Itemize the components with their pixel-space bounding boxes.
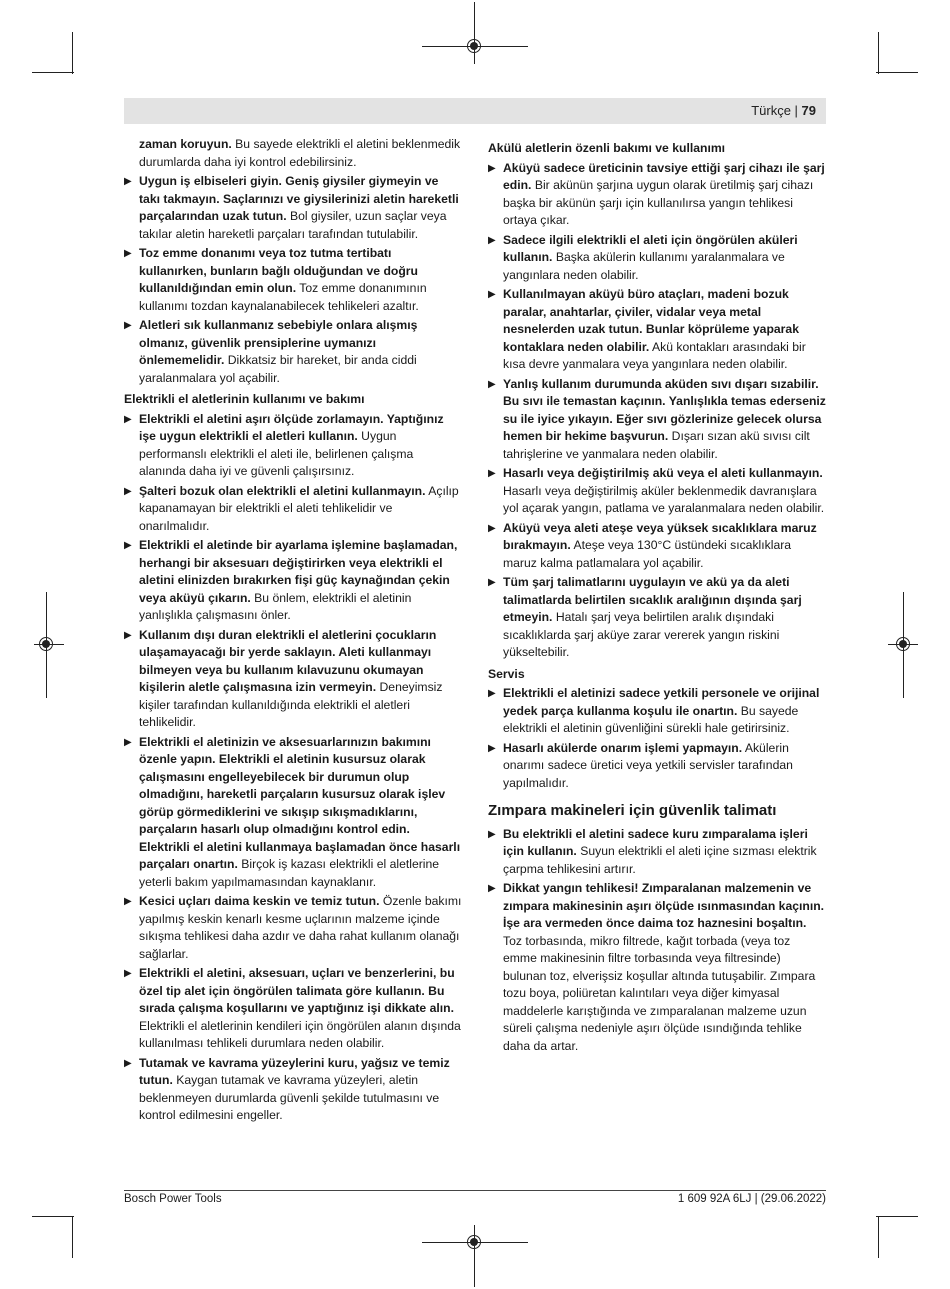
safety-instruction [124,893,462,963]
section-heading: Servis [488,666,525,681]
safety-instruction [124,411,462,481]
instruction-emphasis: Tutamak ve kavrama yüzeylerini kuru, yağsız ve temiz tutun. [139,1055,450,1087]
crop-mark [72,1216,73,1258]
instruction-emphasis: Elektrikli el aletinizi sadece yetkili personele ve orijinal yedek parça kullanma koşulu ile onartın. [503,686,820,718]
footer-brand: Bosch Power Tools [124,1193,222,1205]
crop-mark [72,32,73,74]
registration-line [474,2,475,64]
instruction-detail: Hatalı şarj veya belirtilen aralık dışındaki sıcaklıklarda şarj aküye zarar vererek yangın riskini yükseltebilir. [503,610,780,659]
instruction-emphasis: Elektrikli el aletinizin ve aksesuarlarınızın bakımını özenle yapın. Elektrikli el aletinin kusursuz olarak çalışmasını engelleyebilecek bir durumun olup olmadığını, hareketli parçaların kusursuz olarak işlev görüp görmediklerini ve sıkışıp sıkışmadıklarını, parçaların hasarlı olup olmadığını kontrol edin. Elektrikli el aletini kullanmaya başlamadan önce hasarlı parçaları onartın. [139,734,461,871]
safety-instruction [488,826,826,879]
instruction-detail: Uygun performanslı elektrikli el aleti ile, belirlenen çalışma alanında daha iyi ve güvenli çalışırsınız. [139,429,414,478]
page-header [124,98,826,124]
safety-instruction [124,173,462,243]
instruction-emphasis: Uygun iş elbiseleri giyin. Geniş giysiler giymeyin ve takı takmayın. Saçlarınızı ve giysilerinizi aletin hareketli parçalarından uzak tutun. [139,174,459,223]
instruction-detail: Hasarlı veya değiştirilmiş aküler beklenmedik davranışlara yol açarak yangın, patlama ve yaralanmalara neden olabilir. [503,483,825,515]
crop-mark [32,1216,74,1217]
instruction-detail: Toz torbasında, mikro filtrede, kağıt torbada (veya toz emme makinesinin filtre torbasında veya filtresinde) bulunan toz, elverişsiz koşullar altında tutuşabilir. Zımpara tozu boya, poliüretan kalıntıları veya diğer kimyasal maddelerle karıştığında ve zımparalanan malzeme uzun süreli çalışma nedeniyle aşırı ölçüde ısındığında tehlike daha da artar. [503,933,816,1053]
safety-instruction [124,245,462,315]
instruction-detail: Elektrikli el aletlerinin kendileri için öngörülen alanın dışında kullanılması tehlikeli durumlara neden olabilir. [139,1018,461,1050]
instruction-detail: Başka akülerin kullanımı yaralanmalara ve yangınlara neden olabilir. [503,250,785,282]
registration-mark-icon [467,1235,481,1249]
registration-mark-icon [39,637,53,651]
instruction-detail: Bu sayede elektrikli el aletini beklenmedik durumlarda daha iyi kontrol edebilirsiniz. [139,137,461,169]
crop-mark [32,72,74,73]
safety-instruction [124,734,462,892]
safety-instruction [488,740,826,793]
safety-instruction [124,965,462,1053]
safety-instruction [124,483,462,536]
instruction-emphasis: Yanlış kullanım durumunda aküden sıvı dışarı sızabilir. Bu sıvı ile temastan kaçının. Yanlışlıkla temas ederseniz su ile iyice yıkayın. Eğer sıvı gözlerinize gelecek olursa hemen bir hekime başvurun. [503,376,826,443]
crop-mark [878,1216,879,1258]
safety-instruction [124,1055,462,1125]
instruction-emphasis: Kullanılmayan aküyü büro ataçları, madeni bozuk paralar, anahtarlar, çiviler, vidalar veya metal nesnelerden uzak tutun. Bunlar köprüleme yaparak kontaklara neden olabilir. [503,287,799,354]
instruction-emphasis: Tüm şarj talimatlarını uygulayın ve akü ya da aleti talimatlarda belirtilen sıcaklık aralığının dışında şarj etmeyin. [503,575,802,624]
instruction-emphasis: Hasarlı akülerde onarım işlemi yapmayın. [503,740,743,755]
safety-instruction [488,685,826,738]
safety-instruction [488,520,826,573]
instruction-detail: Suyun elektrikli el aleti içine sızması elektrik çarpma tehlikesini artırır. [503,844,817,876]
instruction-detail: Ateşe veya 130°C üstündeki sıcaklıklara maruz kalma patlamalara yol açabilir. [503,538,792,570]
header-separator: | [790,103,802,118]
header-language: Türkçe [751,103,791,118]
instruction-detail: Kaygan tutamak ve kavrama yüzeyleri, aletin beklenmeyen durumlarda güvenli şekilde tutulmasını ve kontrol edilmesini engeller. [139,1073,440,1122]
instruction-detail: Özenle bakımı yapılmış keskin kenarlı kesme uçlarının malzeme içinde sıkışma tehlikesi daha azdır ve daha rahat kullanım olanağı sağlarlar. [139,894,462,961]
instruction-detail: Akü kontakları arasındaki bir kısa devre yanmalara veya yangınlara neden olabilir. [503,339,806,371]
section-heading: Akülü aletlerin özenli bakımı ve kullanımı [488,141,726,155]
instruction-detail: Dışarı sızan akü sıvısı cilt tahrişlerine ve yanmalara neden olabilir. [503,429,810,461]
safety-instruction [488,286,826,374]
instruction-detail: Toz emme donanımının kullanımı tozdan kaynalanabilecek tehlikeleri azaltır. [139,281,427,313]
safety-instruction [124,136,462,171]
instruction-detail: Bir akünün şarjına uygun olarak üretilmiş şarj cihazı başka bir akünün şarjı için kullanılırsa yangın tehlikesi ortaya çıkar. [503,178,814,227]
safety-instruction [488,232,826,285]
safety-instruction [488,160,826,230]
instruction-emphasis: Toz emme donanımı veya toz tutma tertibatı kullanırken, bunların bağlı olduğundan ve doğru kullanıldığından emin olun. [139,246,418,295]
instruction-detail: Açılıp kapanamayan bir elektrikli el aleti tehlikelidir ve onarılmalıdır. [139,483,459,533]
instruction-detail: Birçok iş kazası elektrikli el aletlerine yeterli bakım yapılmamasından kaynaklanır. [139,857,440,889]
page-number: 79 [801,103,816,118]
instruction-emphasis: Bu elektrikli el aletini sadece kuru zımparalama işleri için kullanın. [503,826,808,858]
instruction-detail: Bu önlem, elektrikli el aletinin yanlışlıkla çalışmasını önler. [139,590,412,622]
instruction-emphasis: Kullanım dışı duran elektrikli el aletlerini çocukların ulaşamayacağı bir yerde saklayın. Aleti kullanmayı bilmeyen veya bu kullanım kılavuzunu okumayan kişilerin aletle çalışmasına izin vermeyin. [139,627,437,694]
instruction-emphasis: Şalteri bozuk olan elektrikli el aletini kullanmayın. [139,483,426,498]
instruction-emphasis: Elektrikli el aletini aşırı ölçüde zorlamayın. Yaptığınız işe uygun elektrikli el aletleri kullanın. [139,411,444,443]
crop-mark [876,72,918,73]
registration-mark-icon [467,39,481,53]
instruction-emphasis: Hasarlı veya değiştirilmiş akü veya el aleti kullanmayın. [503,466,823,480]
instruction-detail: Akülerin onarımı sadece üretici veya yetkili servisler tarafından yapılmalıdır. [503,740,793,790]
instruction-emphasis: Dikkat yangın tehlikesi! Zımparalanan malzemenin ve zımpara makinesinin aşırı ölçüde ısınmasından kaçının. İşe ara vermeden önce daima toz haznesini boşaltın. [503,881,825,930]
safety-instruction [488,574,826,662]
right-column [488,136,826,1057]
instruction-emphasis: Sadece ilgili elektrikli el aleti için öngörülen aküleri kullanın. [503,232,798,264]
instruction-emphasis: Aküyü sadece üreticinin tavsiye ettiği şarj cihazı ile şarj edin. [503,160,825,192]
safety-instruction [124,627,462,732]
instruction-emphasis: Kesici uçları daima keskin ve temiz tutun. [139,894,380,908]
instruction-detail: Bol giysiler, uzun saçlar veya takılar aletin hareketli parçaları tarafından tutulabilir. [139,209,447,241]
section-heading: Elektrikli el aletlerinin kullanımı ve bakımı [124,392,365,406]
header-label [751,103,816,118]
crop-mark [878,32,879,74]
footer-doc-id: 1 609 92A 6LJ | (29.06.2022) [677,1193,826,1205]
safety-instruction [124,317,462,387]
left-column [124,136,462,1127]
safety-instruction [488,465,826,518]
instruction-detail: Bu sayede elektrikli el aletinin güvenliğini sürekli hale getirirsiniz. [503,703,799,735]
instruction-detail: Deneyimsiz kişiler tarafından kullanıldığında elektrikli el aletleri tehlikelidir. [139,680,443,729]
footer-divider [124,1190,826,1191]
instruction-emphasis: Aletleri sık kullanmanız sebebiyle onlara alışmış olmanız, güvenlik prensiplerine uymanızı önlememelidir. [139,318,418,367]
safety-instruction [124,537,462,625]
instruction-emphasis: Elektrikli el aletini, aksesuarı, uçları ve benzerlerini, bu özel tip alet için öngörülen talimata göre kullanın. Bu sırada çalışma koşullarını ve yaptığınız işi dikkate alın. [139,966,455,1015]
crop-mark [876,1216,918,1217]
registration-mark-icon [896,637,910,651]
safety-instruction [488,880,826,1055]
section-title: Zımpara makineleri için güvenlik talimatı [488,802,777,819]
instruction-emphasis: Aküyü veya aleti ateşe veya yüksek sıcaklıklara maruz bırakmayın. [503,520,817,552]
instruction-emphasis: Elektrikli el aletinde bir ayarlama işlemine başlamadan, herhangi bir aksesuarı değiştirirken veya elektrikli el aletini elinizden bırakırken fişi güç kaynağından çekin veya aküyü çıkarın. [139,538,458,605]
instruction-emphasis: zaman koruyun. [139,137,232,151]
safety-instruction [488,376,826,464]
instruction-detail: Dikkatsiz bir hareket, bir anda ciddi yaralanmalara yol açabilir. [139,353,417,385]
